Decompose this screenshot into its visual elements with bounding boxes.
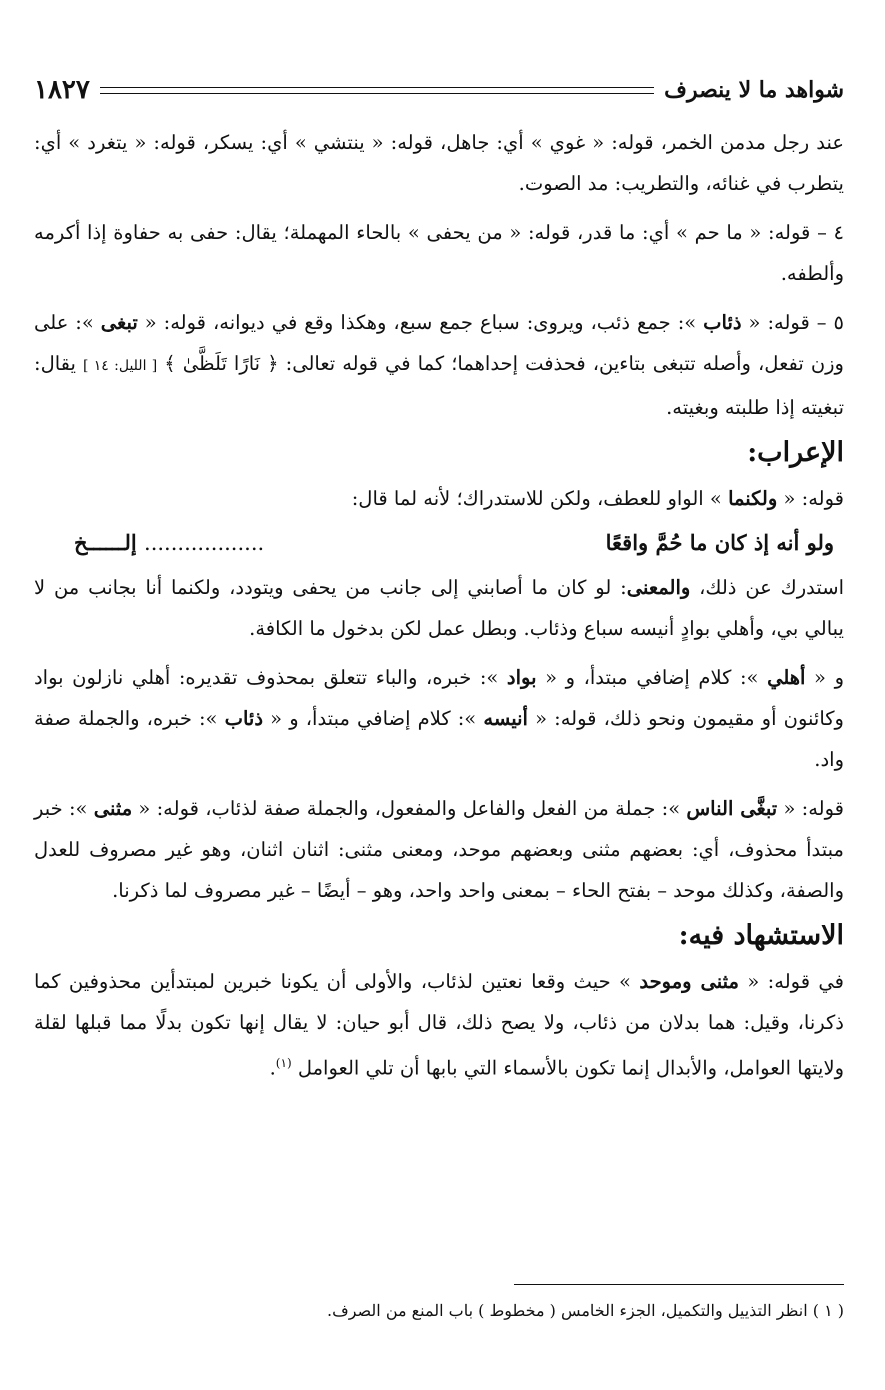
header-rule — [100, 87, 654, 94]
keyword: أنيسه — [483, 707, 528, 730]
footnote-marker: (١) — [275, 1056, 292, 1070]
paragraph-4: قوله: « ولكنما » الواو للعطف، ولكن للاستدراك؛ لأنه لما قال: — [351, 487, 844, 510]
section-heading-irab: الإعراب: — [747, 437, 844, 468]
footnote: ( ١ ) انظر التذييل والتكميل، الجزء الخامس ( مخطوط ) باب المنع من الصرف. — [327, 1301, 844, 1320]
section-heading-istishhad: الاستشهاد فيه: — [678, 920, 844, 951]
keyword: تبغَّى الناس — [686, 797, 778, 820]
verse-dots: .................. — [144, 531, 265, 555]
header-title: شواهد ما لا ينصرف — [664, 77, 844, 103]
paragraph-3: ٥ – قوله: « ذئاب »: جمع ذئب، ويروى: سباع جمع سبع، وهكذا وقع في ديوانه، قوله: « تبغى »: على وزن تفعل، وأصله تتبغى بتاءين، فحذفت إحداهما؛ كما في قوله تعالى: ﴿ نَارًا تَلَظَّىٰ ﴾ [ الليل: ١٤ ] يقال: تبغيته إذا طلبته وبغيته. — [34, 311, 844, 419]
paragraph-6: و « أهلي »: كلام إضافي مبتدأ، و « بواد »: خبره، والباء تتعلق بمحذوف تقديره: أهلي نازلون بواد وكائنون أو مقيمون ونحو ذلك، قوله: « أنيسه »: كلام إضافي مبتدأ، و « ذئاب »: خبره، والجملة صفة واد. — [34, 666, 844, 771]
verse-hemistich: ولو أنه إذ كان ما حُمَّ واقعًا — [605, 530, 834, 555]
paragraph-8: في قوله: « مثنى وموحد » حيث وقعا نعتين لذئاب، والأولى أن يكونا خبرين لمبتدأين محذوفين كما ذكرنا، وقيل: هما بدلان من ذئاب، ولا يصح ذلك، قال أبو حيان: لا يقال إنها تكون بدلًا مما قبلها لقلة ولايتها العوامل، والأبدال إنما تكون بالأسماء التي بابها أن تلي العوامل $^{(١)}$. — [34, 970, 844, 1080]
footnote-rule — [514, 1284, 844, 1285]
keyword: مثنى وموحد — [639, 970, 739, 993]
book-page — [34, 70, 844, 1370]
page-number: ١٨٢٧ — [34, 75, 90, 105]
quran-reference: [ الليل: ١٤ ] — [83, 358, 158, 374]
running-header — [34, 70, 844, 110]
keyword: والمعنى — [626, 576, 691, 599]
paragraph-5: استدرك عن ذلك، والمعنى: لو كان ما أصابني إلى جانب من يحفى ويتودد، ولكنما أنا بجانب من لا يبالي بي، وأهلي بوادٍ أنيسه سباع وذئاب. وبطل عمل لكن بدخول ما الكافة. — [34, 576, 844, 640]
paragraph-1: عند رجل مدمن الخمر، قوله: « غوي » أي: جاهل، قوله: « ينتشي » أي: يسكر، قوله: « يتغرد » أي: يتطرب في غنائه، والتطريب: مد الصوت. — [34, 131, 844, 195]
keyword: مثنى — [93, 797, 133, 820]
poetry-verse — [34, 519, 844, 567]
paragraph-7: قوله: « تبغَّى الناس »: جملة من الفعل والفاعل والمفعول، والجملة صفة لذئاب، قوله: « مثنى »: خبر مبتدأ محذوف، أي: بعضهم مثنى وبعضهم موحد، ومعنى مثنى: اثنان اثنان، وهو غير مصروف للعدل والصفة، وكذلك موحد – بفتح الحاء – بمعنى واحد واحد، وهو – أيضًا – غير مصروف لما ذكرنا. — [34, 797, 844, 902]
keyword: تبغى — [100, 311, 138, 334]
paragraph-2: ٤ – قوله: « ما حم » أي: ما قدر، قوله: « من يحفى » بالحاء المهملة؛ يقال: حفى به حفاوة إذا أكرمه وألطفه. — [34, 221, 844, 285]
verse-elkh: إلــــــخ — [74, 530, 137, 555]
keyword: أهلي — [767, 666, 806, 689]
keyword: ولكنما — [728, 487, 778, 510]
keyword: بواد — [506, 666, 537, 689]
keyword: ذئاب — [224, 707, 264, 730]
keyword: ذئاب — [703, 311, 742, 334]
